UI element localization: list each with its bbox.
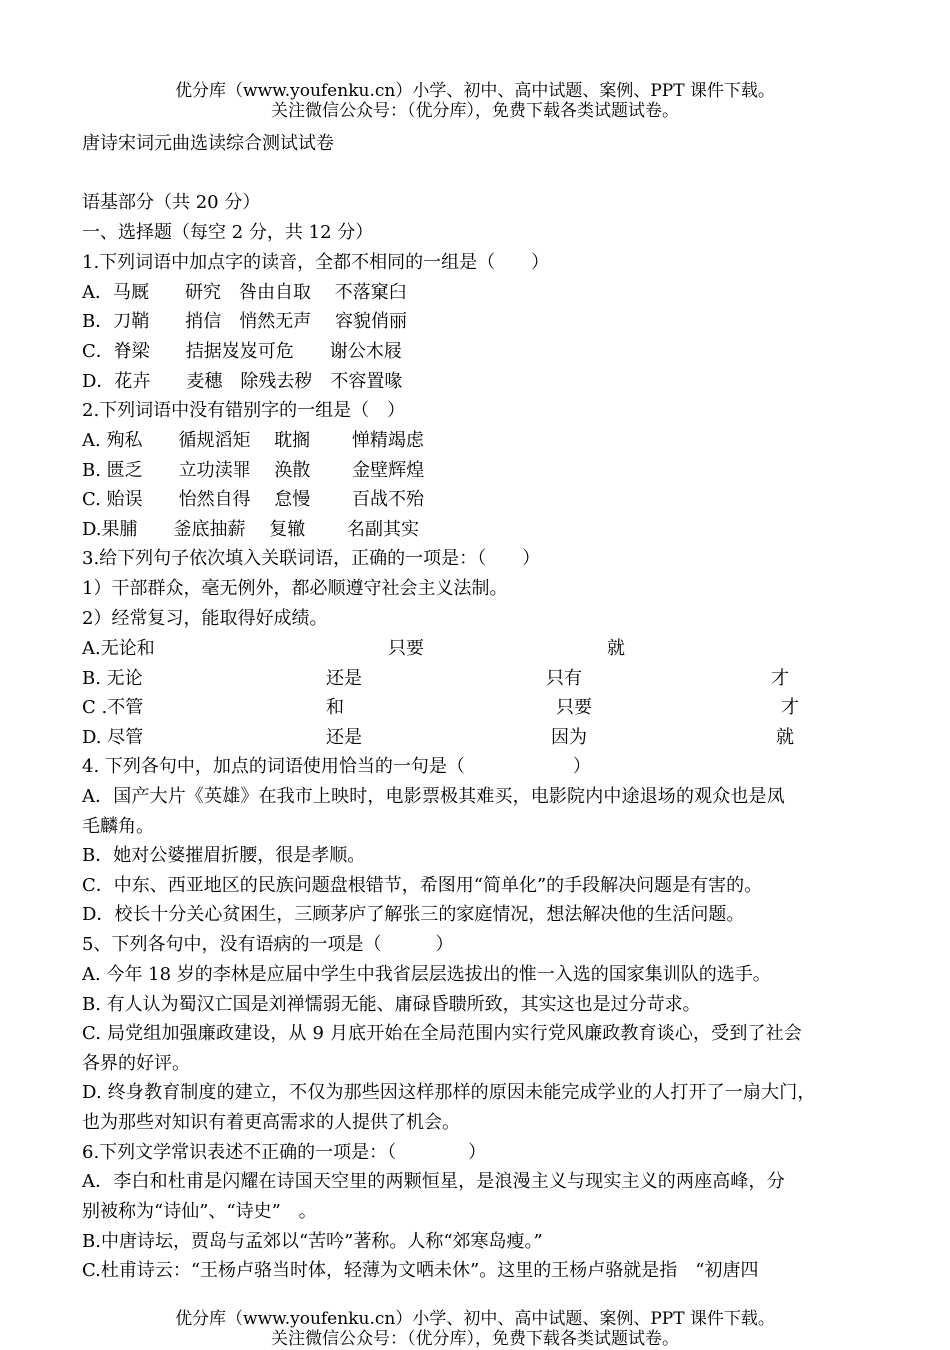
q3-option-a-col2: 只要 bbox=[388, 638, 424, 659]
q6-option-b: B.中唐诗坛，贾岛与孟郊以“苦吟”著称。人称“郊寒岛瘦。” bbox=[82, 1231, 543, 1252]
q2-option-a: A. 殉私 循规滔矩 耽搁 惮精竭虑 bbox=[82, 430, 424, 451]
q4-option-a-line-1: A．国产大片《英雄》在我市上映时，电影票极其难买，电影院内中途退场的观众也是凤 bbox=[82, 786, 785, 807]
document-title: 唐诗宋词元曲选读综合测试试卷 bbox=[82, 133, 334, 154]
q3-option-d-col4: 就 bbox=[776, 727, 794, 748]
q2-stem: 2.下列词语中没有错别字的一组是（ ） bbox=[82, 400, 406, 421]
q3-option-c-col1: C .不管 bbox=[82, 697, 144, 718]
q3-option-c-col2: 和 bbox=[326, 697, 344, 718]
q3-option-d-col3: 因为 bbox=[551, 727, 587, 748]
q6-option-a-line-2: 别被称为“诗仙”、“诗史” 。 bbox=[82, 1201, 317, 1222]
footer-line-1: 优分库（www.youfenku.cn）小学、初中、高中试题、案例、PPT 课件下载。 bbox=[175, 1309, 775, 1329]
q5-option-b: B. 有人认为蜀汉亡国是刘禅懦弱无能、庸碌昏聩所致，其实这也是过分苛求。 bbox=[82, 994, 701, 1015]
q3-option-a-col1: A.无论和 bbox=[82, 638, 155, 659]
part-heading: 一、选择题（每空 2 分，共 12 分） bbox=[82, 222, 374, 243]
q4-option-a-line-2: 毛麟角。 bbox=[82, 816, 154, 837]
q3-option-d-col1: D. 尽管 bbox=[82, 727, 144, 748]
q3-option-c-col4: 才 bbox=[781, 697, 799, 718]
q1-option-d: D．花卉 麦穗 除残去秽 不容置喙 bbox=[82, 371, 403, 392]
q1-option-b: B．刀鞘 捎信 悄然无声 容貌俏丽 bbox=[82, 311, 407, 332]
q4-option-c: C．中东、西亚地区的民族问题盘根错节，希图用“简单化”的手段解决问题是有害的。 bbox=[82, 875, 763, 896]
q5-option-a: A. 今年 18 岁的李林是应届中学生中我省层层选拔出的惟一入选的国家集训队的选手。 bbox=[82, 964, 771, 985]
q6-option-a-line-1: A．李白和杜甫是闪耀在诗国天空里的两颗恒星，是浪漫主义与现实主义的两座高峰，分 bbox=[82, 1171, 785, 1192]
q5-stem: 5、下列各句中，没有语病的一项是（ ） bbox=[82, 934, 454, 955]
q2-option-b: B. 匮乏 立功渎罪 涣散 金壁辉煌 bbox=[82, 460, 425, 481]
q6-stem: 6.下列文学常识表述不正确的一项是：（ ） bbox=[82, 1142, 487, 1163]
q5-option-d-line-2: 也为那些对知识有着更高需求的人提供了机会。 bbox=[82, 1112, 460, 1133]
q3-sentence-1: 1）干部群众，毫无例外，都必顺遵守社会主义法制。 bbox=[82, 578, 508, 599]
q2-option-d: D.果脯 釜底抽薪 复辙 名副其实 bbox=[82, 519, 419, 540]
q4-option-b: B．她对公婆摧眉折腰，很是孝顺。 bbox=[82, 845, 366, 866]
header-line-2: 关注微信公众号：（优分库），免费下载各类试题试卷。 bbox=[271, 101, 679, 121]
q6-option-c: C.杜甫诗云：“王杨卢骆当时体，轻薄为文哂未休”。这里的王杨卢骆就是指 “初唐四 bbox=[82, 1260, 759, 1281]
q5-option-c-line-1: C. 局党组加强廉政建设，从 9 月底开始在全局范围内实行党风廉政教育谈心，受到了社会 bbox=[82, 1023, 802, 1044]
q4-stem: 4. 下列各句中，加点的词语使用恰当的一句是（ ） bbox=[82, 756, 591, 777]
q3-option-b-col4: 才 bbox=[771, 668, 789, 689]
q3-option-b-col1: B. 无论 bbox=[82, 668, 143, 689]
q3-option-d-col2: 还是 bbox=[326, 727, 362, 748]
q5-option-c-line-2: 各界的好评。 bbox=[82, 1053, 190, 1074]
q1-option-a: A．马厩 研究 咎由自取 不落窠臼 bbox=[82, 282, 407, 303]
q1-option-c: C．脊梁 拮据岌岌可危 谢公木屐 bbox=[82, 341, 402, 362]
q3-option-b-col2: 还是 bbox=[326, 668, 362, 689]
header-line-1: 优分库（www.youfenku.cn）小学、初中、高中试题、案例、PPT 课件下载。 bbox=[175, 81, 775, 101]
section-heading: 语基部分（共 20 分） bbox=[82, 192, 261, 213]
footer-line-2: 关注微信公众号：（优分库），免费下载各类试题试卷。 bbox=[271, 1329, 679, 1349]
q3-stem: 3.给下列句子依次填入关联词语，正确的一项是：（ ） bbox=[82, 548, 541, 569]
q3-sentence-2: 2）经常复习，能取得好成绩。 bbox=[82, 608, 328, 629]
q3-option-b-col3: 只有 bbox=[546, 668, 582, 689]
q1-stem: 1.下列词语中加点字的读音，全都不相同的一组是（ ） bbox=[82, 252, 550, 273]
q2-option-c: C. 贻误 怡然自得 怠慢 百战不殆 bbox=[82, 489, 425, 510]
q4-option-d: D．校长十分关心贫困生，三顾茅庐了解张三的家庭情况，想法解决他的生活问题。 bbox=[82, 904, 745, 925]
q3-option-c-col3: 只要 bbox=[556, 697, 592, 718]
q5-option-d-line-1: D. 终身教育制度的建立，不仅为那些因这样那样的原因未能完成学业的人打开了一扇大门， bbox=[82, 1082, 816, 1103]
q3-option-a-col3: 就 bbox=[607, 638, 625, 659]
